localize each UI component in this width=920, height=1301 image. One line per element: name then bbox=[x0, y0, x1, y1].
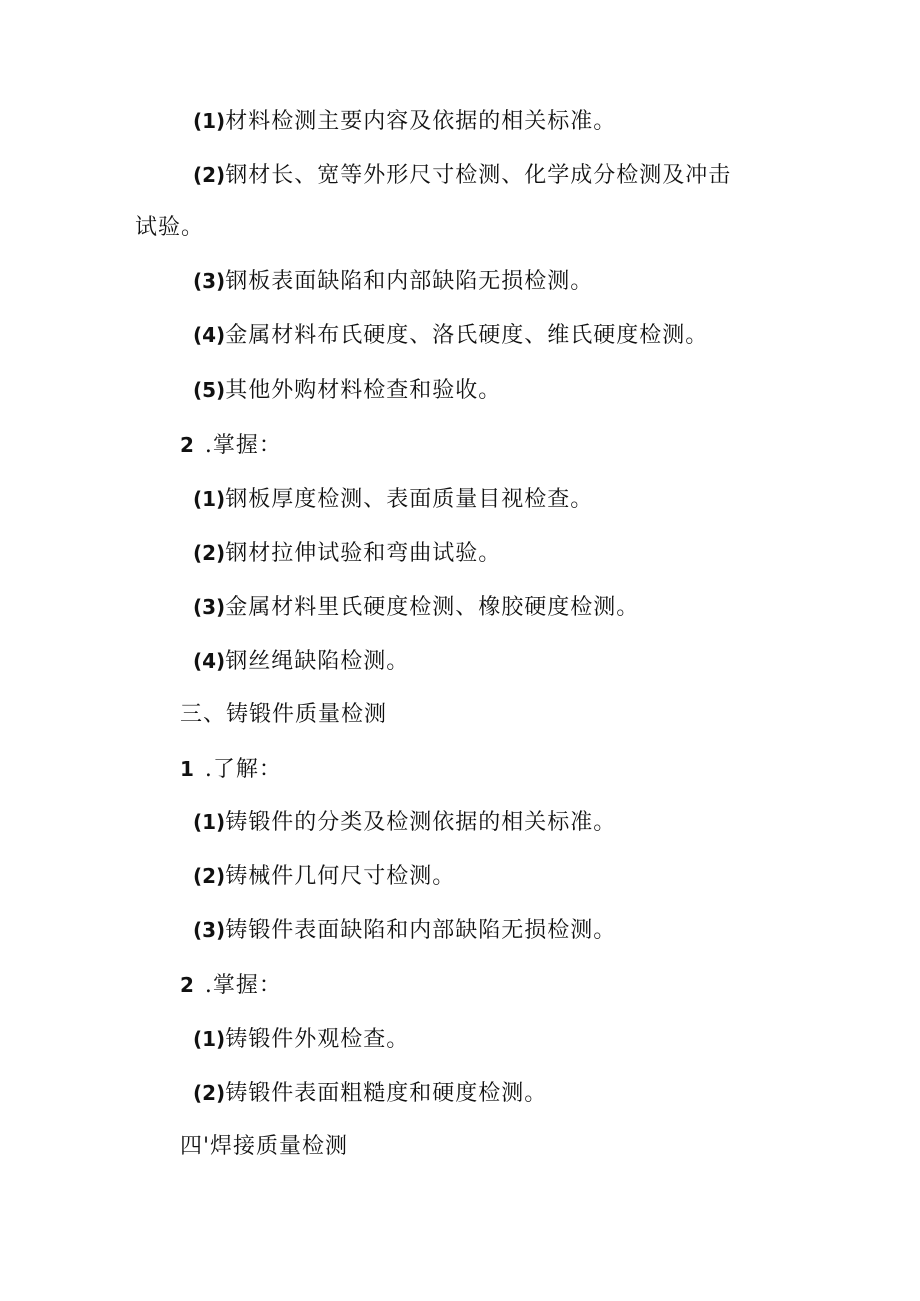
list-item bbox=[193, 322, 708, 349]
subsection-title: .掌握： bbox=[204, 433, 282, 458]
item-text: 金属材料里氏硬度检测、橡胶硬度检测。 bbox=[225, 595, 640, 620]
item-text: 铸锻件外观检查。 bbox=[225, 1027, 410, 1052]
list-item bbox=[193, 1080, 547, 1107]
item-number: (4) bbox=[193, 649, 226, 673]
list-item bbox=[193, 268, 593, 295]
continuation-line bbox=[135, 215, 204, 241]
list-item bbox=[193, 108, 616, 135]
list-item bbox=[193, 917, 616, 944]
subsection-number: 1 bbox=[180, 757, 195, 781]
item-text: 钢板厚度检测、表面质量目视检查。 bbox=[225, 487, 594, 512]
item-number: (3) bbox=[193, 918, 226, 942]
list-item bbox=[193, 486, 593, 513]
item-text: 铸械件几何尺寸检测。 bbox=[225, 864, 456, 889]
list-item bbox=[193, 648, 409, 675]
item-number: (1) bbox=[193, 109, 226, 133]
item-text: 材料检测主要内容及依据的相关标准。 bbox=[225, 109, 617, 134]
item-number: (2) bbox=[193, 864, 226, 888]
item-text: 铸锻件表面粗糙度和硬度检测。 bbox=[225, 1081, 548, 1106]
list-item bbox=[193, 863, 455, 890]
list-item bbox=[193, 540, 501, 567]
item-number: (5) bbox=[193, 378, 226, 402]
list-item bbox=[193, 1026, 409, 1053]
subsection-heading bbox=[180, 432, 282, 459]
item-text: 钢材长、宽等外形尺寸检测、化学成分检测及冲击 bbox=[225, 163, 732, 188]
section-title: 三、铸锻件质量检测 bbox=[180, 702, 388, 727]
list-item bbox=[193, 162, 731, 189]
item-number: (2) bbox=[193, 1081, 226, 1105]
item-text: 钢板表面缺陷和内部缺陷无损检测。 bbox=[225, 269, 594, 294]
section-heading bbox=[180, 702, 387, 728]
item-number: (1) bbox=[193, 810, 226, 834]
item-number: (1) bbox=[193, 487, 226, 511]
subsection-heading bbox=[180, 756, 282, 783]
list-item bbox=[193, 594, 639, 621]
subsection-title: .掌握： bbox=[204, 973, 282, 998]
item-number: (3) bbox=[193, 595, 226, 619]
item-number: (3) bbox=[193, 269, 226, 293]
list-item bbox=[193, 809, 616, 836]
section-title: 四'焊接质量检测 bbox=[180, 1134, 349, 1159]
item-text: 金属材料布氏硬度、洛氏硬度、维氏硬度检测。 bbox=[225, 323, 709, 348]
item-number: (2) bbox=[193, 541, 226, 565]
section-heading bbox=[180, 1134, 348, 1160]
item-text: 铸锻件表面缺陷和内部缺陷无损检测。 bbox=[225, 918, 617, 943]
subsection-number: 2 bbox=[180, 433, 195, 457]
subsection-number: 2 bbox=[180, 973, 195, 997]
item-text: 钢丝绳缺陷检测。 bbox=[225, 649, 410, 674]
item-text: 其他外购材料检查和验收。 bbox=[225, 378, 502, 403]
item-text: 铸锻件的分类及检测依据的相关标准。 bbox=[225, 810, 617, 835]
item-text: 钢材拉伸试验和弯曲试验。 bbox=[225, 541, 502, 566]
item-number: (1) bbox=[193, 1027, 226, 1051]
item-text: 试验。 bbox=[135, 215, 205, 240]
subsection-heading bbox=[180, 972, 282, 999]
list-item bbox=[193, 377, 501, 404]
item-number: (4) bbox=[193, 323, 226, 347]
subsection-title: .了解： bbox=[204, 757, 282, 782]
item-number: (2) bbox=[193, 163, 226, 187]
